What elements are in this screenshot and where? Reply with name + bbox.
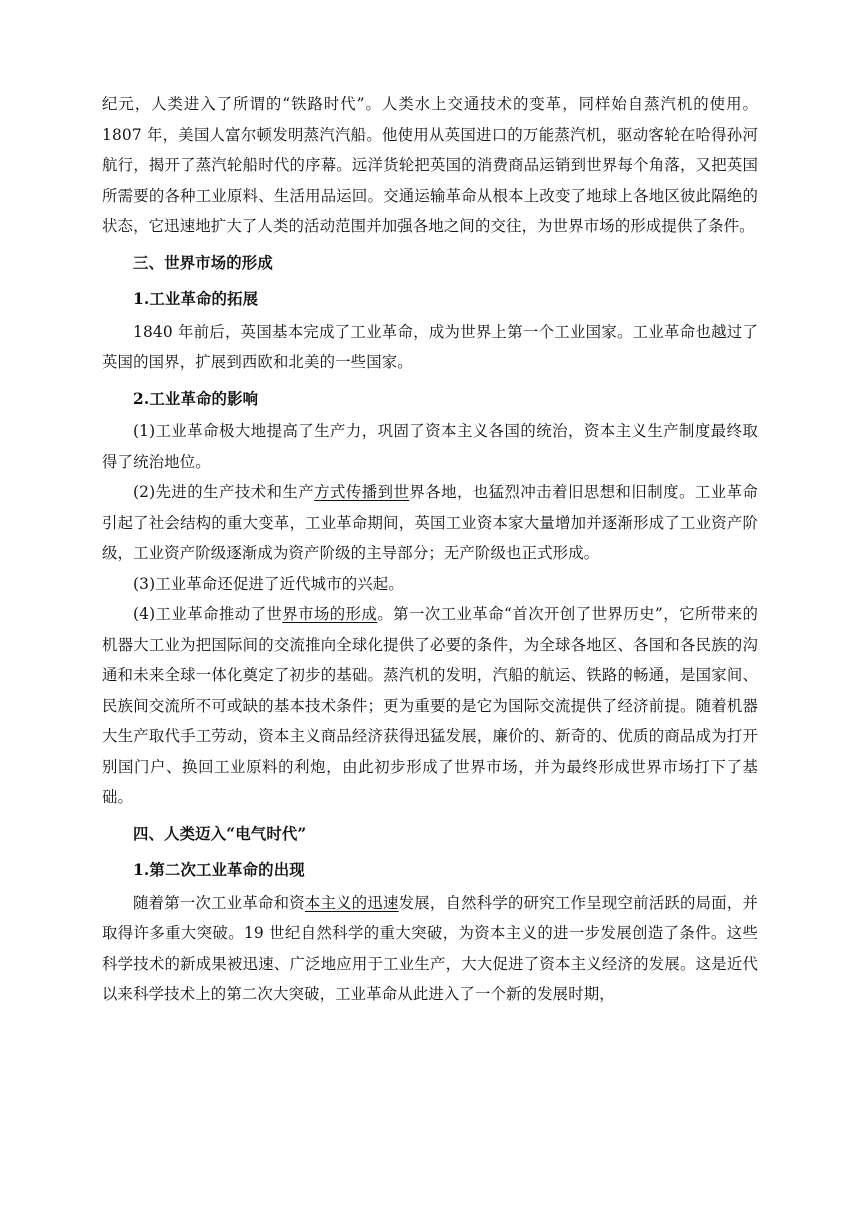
text-run: 。第一次工业革命“首次开创了世界历史”，它所带来的机器大工业为把国际间的交流推向全球化提供了必要的条件，为全球各地区、各国和各民族的沟通和未来全球一体化奠定了初步的基础。蒸汽机的发明，汽船的航运、铁路的畅通，是国家间、民族间交流所不可或缺的基本技术条件；更为重要的是它为国际交流提供了经济前提。随着机器大生产取代手工劳动，资本主义商品经济获得迅猛发展，廉价的、新奇的、优质的商品成为打开别国门户、换回工业原料的利炮，由此初步形成了世界市场，并为最终形成世界市场打下了基础。 [102, 605, 758, 806]
subheading-second-revolution: 1.第二次工业革命的出现 [133, 861, 305, 879]
paragraph-influence-4 [102, 599, 758, 813]
document-page [102, 89, 758, 1010]
text-run: 界各地，也猛烈冲击着旧思想和旧制度。工业革命引起了社会结构的重大变革，工业革命期间，英国工业资本家大量增加并逐渐形成了工业资产阶级，工业资产阶级逐渐成为资产阶级的主导部分；无产阶级也正式形成。 [102, 483, 758, 562]
text-run: 随着第一次工业革命和资 [133, 893, 305, 912]
section-heading-world-market: 三、世界市场的形成 [133, 253, 273, 272]
paragraph-influence-1: (1)工业革命极大地提高了生产力，巩固了资本主义各国的统治，资本主义生产制度最终取得了统治地位。 [102, 422, 758, 471]
subheading-influence: 2.工业革命的影响 [133, 389, 259, 408]
underlined-text: 界市场的形成 [282, 605, 378, 623]
text-run: (4)工业革命推动了世 [133, 605, 283, 623]
text-run: (2)先进的生产技术和生产 [133, 483, 315, 501]
subheading-expansion: 1.工业革命的拓展 [133, 290, 259, 308]
underlined-text: 方式传播到世 [314, 483, 410, 501]
paragraph-second-revolution [102, 888, 758, 1010]
paragraph-expansion: 1840 年前后，英国基本完成了工业革命，成为世界上第一个工业国家。工业革命也越过了英国的国界，扩展到西欧和北美的一些国家。 [102, 322, 758, 371]
paragraph-influence-3: (3)工业革命还促进了近代城市的兴起。 [133, 574, 404, 593]
paragraph-influence-2 [102, 477, 758, 569]
underlined-text: 本主义的迅速 [304, 893, 399, 912]
paragraph-railway-era: 纪元，人类进入了所谓的“铁路时代”。人类水上交通技术的变革，同样始自蒸汽机的使用。1807 年，美国人富尔顿发明蒸汽汽船。他使用从英国进口的万能蒸汽机，驱动客轮在哈得孙河航行，揭开了蒸汽轮船时代的序幕。远洋货轮把英国的消费商品运销到世界每个角落，又把英国所需要的各种工业原料、生活用品运回。交通运输革命从根本上改变了地球上各地区彼此隔绝的状态，它迅速地扩大了人类的活动范围并加强各地之间的交往，为世界市场的形成提供了条件。 [102, 95, 758, 235]
section-heading-electric-age: 四、人类迈入“电气时代” [133, 824, 307, 843]
text-run: 发展，自然科学的研究工作呈现空前活跃的局面，并取得许多重大突破。19 世纪自然科学的重大突破，为资本主义的进一步发展创造了条件。这些科学技术的新成果被迅速、广泛地应用于工业生产，大大促进了资本主义经济的发展。这是近代以来科学技术上的第二次大突破，工业革命从此进入了一个新的发展时期， [102, 893, 759, 1003]
